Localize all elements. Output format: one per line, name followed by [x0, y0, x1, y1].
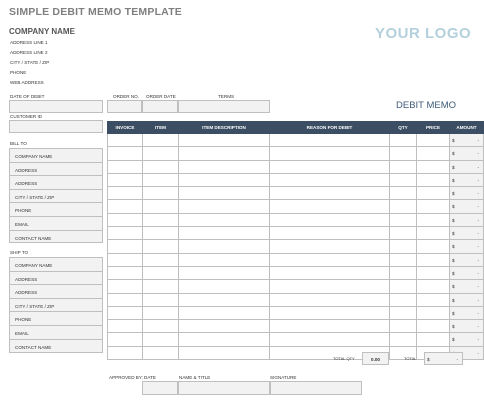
ship-to-label: SHIP TO — [10, 250, 29, 255]
amount-cell — [450, 333, 484, 346]
amount-value: - — [477, 337, 479, 343]
price-cell[interactable] — [417, 253, 450, 266]
qty-cell[interactable] — [390, 147, 417, 160]
item-description-cell[interactable] — [179, 240, 270, 253]
item-cell[interactable] — [143, 293, 179, 306]
item-cell[interactable] — [143, 320, 179, 333]
item-description-cell[interactable] — [179, 320, 270, 333]
city-state-zip: CITY / STATE / ZIP — [10, 60, 50, 65]
item-cell[interactable] — [143, 173, 179, 186]
qty-cell[interactable] — [390, 240, 417, 253]
item-cell[interactable] — [143, 160, 179, 173]
table-row — [108, 213, 484, 226]
ship-to-email[interactable]: EMAIL — [10, 326, 102, 340]
ship-to-address-2[interactable]: ADDRESS — [10, 285, 102, 299]
item-description-cell[interactable] — [179, 147, 270, 160]
qty-cell[interactable] — [390, 227, 417, 240]
item-cell[interactable] — [143, 187, 179, 200]
table-row — [108, 306, 484, 319]
amount-cell — [450, 213, 484, 226]
amount-value: - — [477, 164, 479, 170]
qty-cell[interactable] — [390, 320, 417, 333]
customer-id-label: CUSTOMER ID — [10, 114, 43, 119]
qty-cell[interactable] — [390, 213, 417, 226]
amount-cell — [450, 293, 484, 306]
total-label: TOTAL — [404, 356, 417, 361]
col-price: PRICE — [417, 122, 450, 134]
currency-symbol: $ — [452, 324, 455, 330]
approval-date-label: DATE — [144, 375, 156, 380]
item-cell[interactable] — [143, 280, 179, 293]
invoice-cell[interactable] — [108, 227, 143, 240]
col-amount: AMOUNT — [450, 122, 484, 134]
page-title: SIMPLE DEBIT MEMO TEMPLATE — [9, 6, 183, 18]
phone: PHONE — [10, 70, 27, 75]
total-currency: $ — [427, 357, 430, 362]
debit-memo-title: DEBIT MEMO — [396, 100, 456, 111]
amount-value: - — [477, 350, 479, 356]
amount-value: - — [477, 191, 479, 197]
name-title-field[interactable] — [178, 381, 270, 395]
terms-label: TERMS — [218, 94, 235, 99]
currency-symbol: $ — [452, 138, 455, 143]
order-no-field[interactable] — [107, 100, 142, 113]
invoice-cell[interactable] — [108, 253, 143, 266]
currency-symbol: $ — [452, 191, 455, 197]
qty-cell[interactable] — [390, 200, 417, 213]
item-cell[interactable] — [143, 346, 179, 359]
item-description-cell[interactable] — [179, 213, 270, 226]
currency-symbol: $ — [452, 151, 455, 157]
reason-cell[interactable] — [270, 306, 390, 319]
table-row — [108, 173, 484, 186]
table-row — [108, 266, 484, 279]
price-cell[interactable] — [417, 160, 450, 173]
terms-field[interactable] — [178, 100, 270, 113]
invoice-cell[interactable] — [108, 200, 143, 213]
price-cell[interactable] — [417, 306, 450, 319]
company-name: COMPANY NAME — [9, 27, 75, 36]
total-amount — [424, 352, 463, 365]
bill-to-city-state-zip[interactable]: CITY / STATE / ZIP — [10, 190, 102, 204]
amount-value: - — [477, 257, 479, 263]
item-cell[interactable] — [143, 253, 179, 266]
reason-cell[interactable] — [270, 333, 390, 346]
col-qty: QTY — [390, 122, 417, 134]
amount-value: - — [477, 284, 479, 290]
amount-value: - — [477, 270, 479, 276]
item-description-cell[interactable] — [179, 227, 270, 240]
col-item: ITEM — [143, 122, 179, 134]
table-row — [108, 293, 484, 306]
invoice-cell[interactable] — [108, 147, 143, 160]
price-cell[interactable] — [417, 280, 450, 293]
qty-cell[interactable] — [390, 306, 417, 319]
invoice-cell[interactable] — [108, 240, 143, 253]
item-description-cell[interactable] — [179, 160, 270, 173]
amount-cell — [450, 253, 484, 266]
table-row — [108, 227, 484, 240]
table-row — [108, 187, 484, 200]
order-date-label: ORDER DATE — [146, 94, 176, 99]
price-cell[interactable] — [417, 200, 450, 213]
col-invoice: INVOICE — [108, 122, 143, 134]
amount-cell — [450, 160, 484, 173]
currency-symbol: $ — [452, 337, 455, 343]
price-cell[interactable] — [417, 213, 450, 226]
reason-cell[interactable] — [270, 280, 390, 293]
item-description-cell[interactable] — [179, 333, 270, 346]
total-value: - — [456, 357, 458, 362]
reason-cell[interactable] — [270, 293, 390, 306]
invoice-cell[interactable] — [108, 213, 143, 226]
amount-value: - — [477, 204, 479, 210]
logo-placeholder: YOUR LOGO — [375, 25, 472, 42]
invoice-cell[interactable] — [108, 134, 143, 147]
reason-cell[interactable] — [270, 227, 390, 240]
table-row — [108, 320, 484, 333]
total-qty-label: TOTAL QTY — [333, 356, 355, 361]
invoice-cell[interactable] — [108, 266, 143, 279]
col-reason-for-debit: REASON FOR DEBIT — [270, 122, 390, 134]
qty-cell[interactable] — [390, 134, 417, 147]
item-cell[interactable] — [143, 200, 179, 213]
price-cell[interactable] — [417, 266, 450, 279]
invoice-cell[interactable] — [108, 320, 143, 333]
reason-cell[interactable] — [270, 160, 390, 173]
qty-cell[interactable] — [390, 160, 417, 173]
currency-symbol: $ — [452, 231, 455, 237]
item-description-cell[interactable] — [179, 253, 270, 266]
reason-cell[interactable] — [270, 147, 390, 160]
qty-cell[interactable] — [390, 280, 417, 293]
price-cell[interactable] — [417, 293, 450, 306]
total-qty-value: 0.00 — [362, 352, 389, 365]
approval-date-field[interactable] — [142, 381, 178, 395]
item-cell[interactable] — [143, 227, 179, 240]
item-description-cell[interactable] — [179, 200, 270, 213]
amount-cell — [450, 187, 484, 200]
ship-to-company-name[interactable]: COMPANY NAME — [10, 258, 102, 272]
currency-symbol: $ — [452, 257, 455, 263]
bill-to-phone[interactable]: PHONE — [10, 203, 102, 217]
amount-cell — [450, 266, 484, 279]
table-row — [108, 333, 484, 346]
invoice-cell[interactable] — [108, 280, 143, 293]
currency-symbol: $ — [452, 284, 455, 290]
reason-cell[interactable] — [270, 320, 390, 333]
invoice-cell[interactable] — [108, 293, 143, 306]
reason-cell[interactable] — [270, 266, 390, 279]
price-cell[interactable] — [417, 320, 450, 333]
order-date-field[interactable] — [142, 100, 178, 113]
amount-value: - — [477, 151, 479, 157]
item-cell[interactable] — [143, 147, 179, 160]
invoice-cell[interactable] — [108, 306, 143, 319]
currency-symbol: $ — [452, 297, 455, 303]
address-line-2: ADDRESS LINE 2 — [10, 50, 48, 55]
items-header-row — [108, 122, 484, 134]
amount-value: - — [477, 297, 479, 303]
amount-cell — [450, 240, 484, 253]
item-description-cell[interactable] — [179, 280, 270, 293]
amount-cell — [450, 173, 484, 186]
item-description-cell[interactable] — [179, 173, 270, 186]
price-cell[interactable] — [417, 187, 450, 200]
price-cell[interactable] — [417, 134, 450, 147]
amount-cell — [450, 280, 484, 293]
bill-to-address-2[interactable]: ADDRESS — [10, 176, 102, 190]
item-cell[interactable] — [143, 213, 179, 226]
item-cell[interactable] — [143, 134, 179, 147]
amount-cell — [450, 320, 484, 333]
item-description-cell[interactable] — [179, 266, 270, 279]
reason-cell[interactable] — [270, 200, 390, 213]
bill-to-company-name[interactable]: COMPANY NAME — [10, 149, 102, 163]
currency-symbol: $ — [452, 244, 455, 250]
ship-to-address-1[interactable]: ADDRESS — [10, 272, 102, 286]
bill-to-contact-name[interactable]: CONTACT NAME — [10, 231, 102, 242]
items-table — [107, 121, 484, 360]
invoice-cell[interactable] — [108, 346, 143, 359]
qty-cell[interactable] — [390, 187, 417, 200]
approved-by-label: APPROVED BY: — [109, 375, 143, 380]
name-title-label: NAME & TITLE — [179, 375, 211, 380]
reason-cell[interactable] — [270, 240, 390, 253]
amount-value: - — [477, 244, 479, 250]
amount-cell — [450, 147, 484, 160]
table-row — [108, 253, 484, 266]
bill-to-block — [9, 148, 103, 243]
amount-value: - — [477, 217, 479, 223]
reason-cell[interactable] — [270, 213, 390, 226]
amount-cell — [450, 227, 484, 240]
invoice-cell[interactable] — [108, 160, 143, 173]
address-line-1: ADDRESS LINE 1 — [10, 40, 48, 45]
item-description-cell[interactable] — [179, 306, 270, 319]
table-row — [108, 147, 484, 160]
date-of-debit-label: DATE OF DEBIT — [10, 94, 45, 99]
signature-label: SIGNATURE — [270, 375, 297, 380]
amount-value: - — [477, 310, 479, 316]
ship-to-contact-name[interactable]: CONTACT NAME — [10, 340, 102, 352]
reason-cell[interactable] — [270, 134, 390, 147]
web-address: WEB ADDRESS — [10, 80, 44, 85]
item-cell[interactable] — [143, 240, 179, 253]
amount-value: - — [477, 231, 479, 237]
ship-to-phone[interactable]: PHONE — [10, 312, 102, 326]
price-cell[interactable] — [417, 240, 450, 253]
item-cell[interactable] — [143, 266, 179, 279]
amount-cell — [450, 200, 484, 213]
amount-cell — [450, 134, 484, 147]
currency-symbol: $ — [452, 217, 455, 223]
qty-cell[interactable] — [390, 333, 417, 346]
invoice-cell[interactable] — [108, 333, 143, 346]
order-no-label: ORDER NO. — [113, 94, 140, 99]
currency-symbol: $ — [452, 164, 455, 170]
reason-cell[interactable] — [270, 173, 390, 186]
reason-cell[interactable] — [270, 187, 390, 200]
qty-cell[interactable] — [390, 293, 417, 306]
qty-cell[interactable] — [390, 173, 417, 186]
price-cell[interactable] — [417, 333, 450, 346]
reason-cell[interactable] — [270, 253, 390, 266]
bill-to-label: BILL TO — [10, 141, 27, 146]
currency-symbol: $ — [452, 204, 455, 210]
table-row — [108, 160, 484, 173]
item-description-cell[interactable] — [179, 293, 270, 306]
signature-field[interactable] — [270, 381, 362, 395]
amount-cell — [450, 306, 484, 319]
qty-cell[interactable] — [390, 266, 417, 279]
ship-to-block — [9, 257, 103, 353]
bill-to-email[interactable]: EMAIL — [10, 217, 102, 231]
qty-cell[interactable] — [390, 253, 417, 266]
invoice-cell[interactable] — [108, 173, 143, 186]
col-item-description: ITEM DESCRIPTION — [179, 122, 270, 134]
table-row — [108, 134, 484, 147]
date-of-debit-field[interactable] — [9, 100, 103, 113]
price-cell[interactable] — [417, 147, 450, 160]
invoice-cell[interactable] — [108, 187, 143, 200]
amount-value: - — [477, 177, 479, 183]
amount-value: - — [477, 324, 479, 330]
item-description-cell[interactable] — [179, 346, 270, 359]
table-row — [108, 200, 484, 213]
currency-symbol: $ — [452, 310, 455, 316]
bill-to-address-1[interactable]: ADDRESS — [10, 163, 102, 177]
price-cell[interactable] — [417, 173, 450, 186]
item-description-cell[interactable] — [179, 187, 270, 200]
customer-id-field[interactable] — [9, 120, 103, 133]
price-cell[interactable] — [417, 227, 450, 240]
amount-value: - — [477, 138, 479, 143]
currency-symbol: $ — [452, 177, 455, 183]
item-description-cell[interactable] — [179, 134, 270, 147]
item-cell[interactable] — [143, 306, 179, 319]
table-row — [108, 240, 484, 253]
table-row — [108, 280, 484, 293]
ship-to-city-state-zip[interactable]: CITY / STATE / ZIP — [10, 299, 102, 313]
item-cell[interactable] — [143, 333, 179, 346]
currency-symbol: $ — [452, 270, 455, 276]
